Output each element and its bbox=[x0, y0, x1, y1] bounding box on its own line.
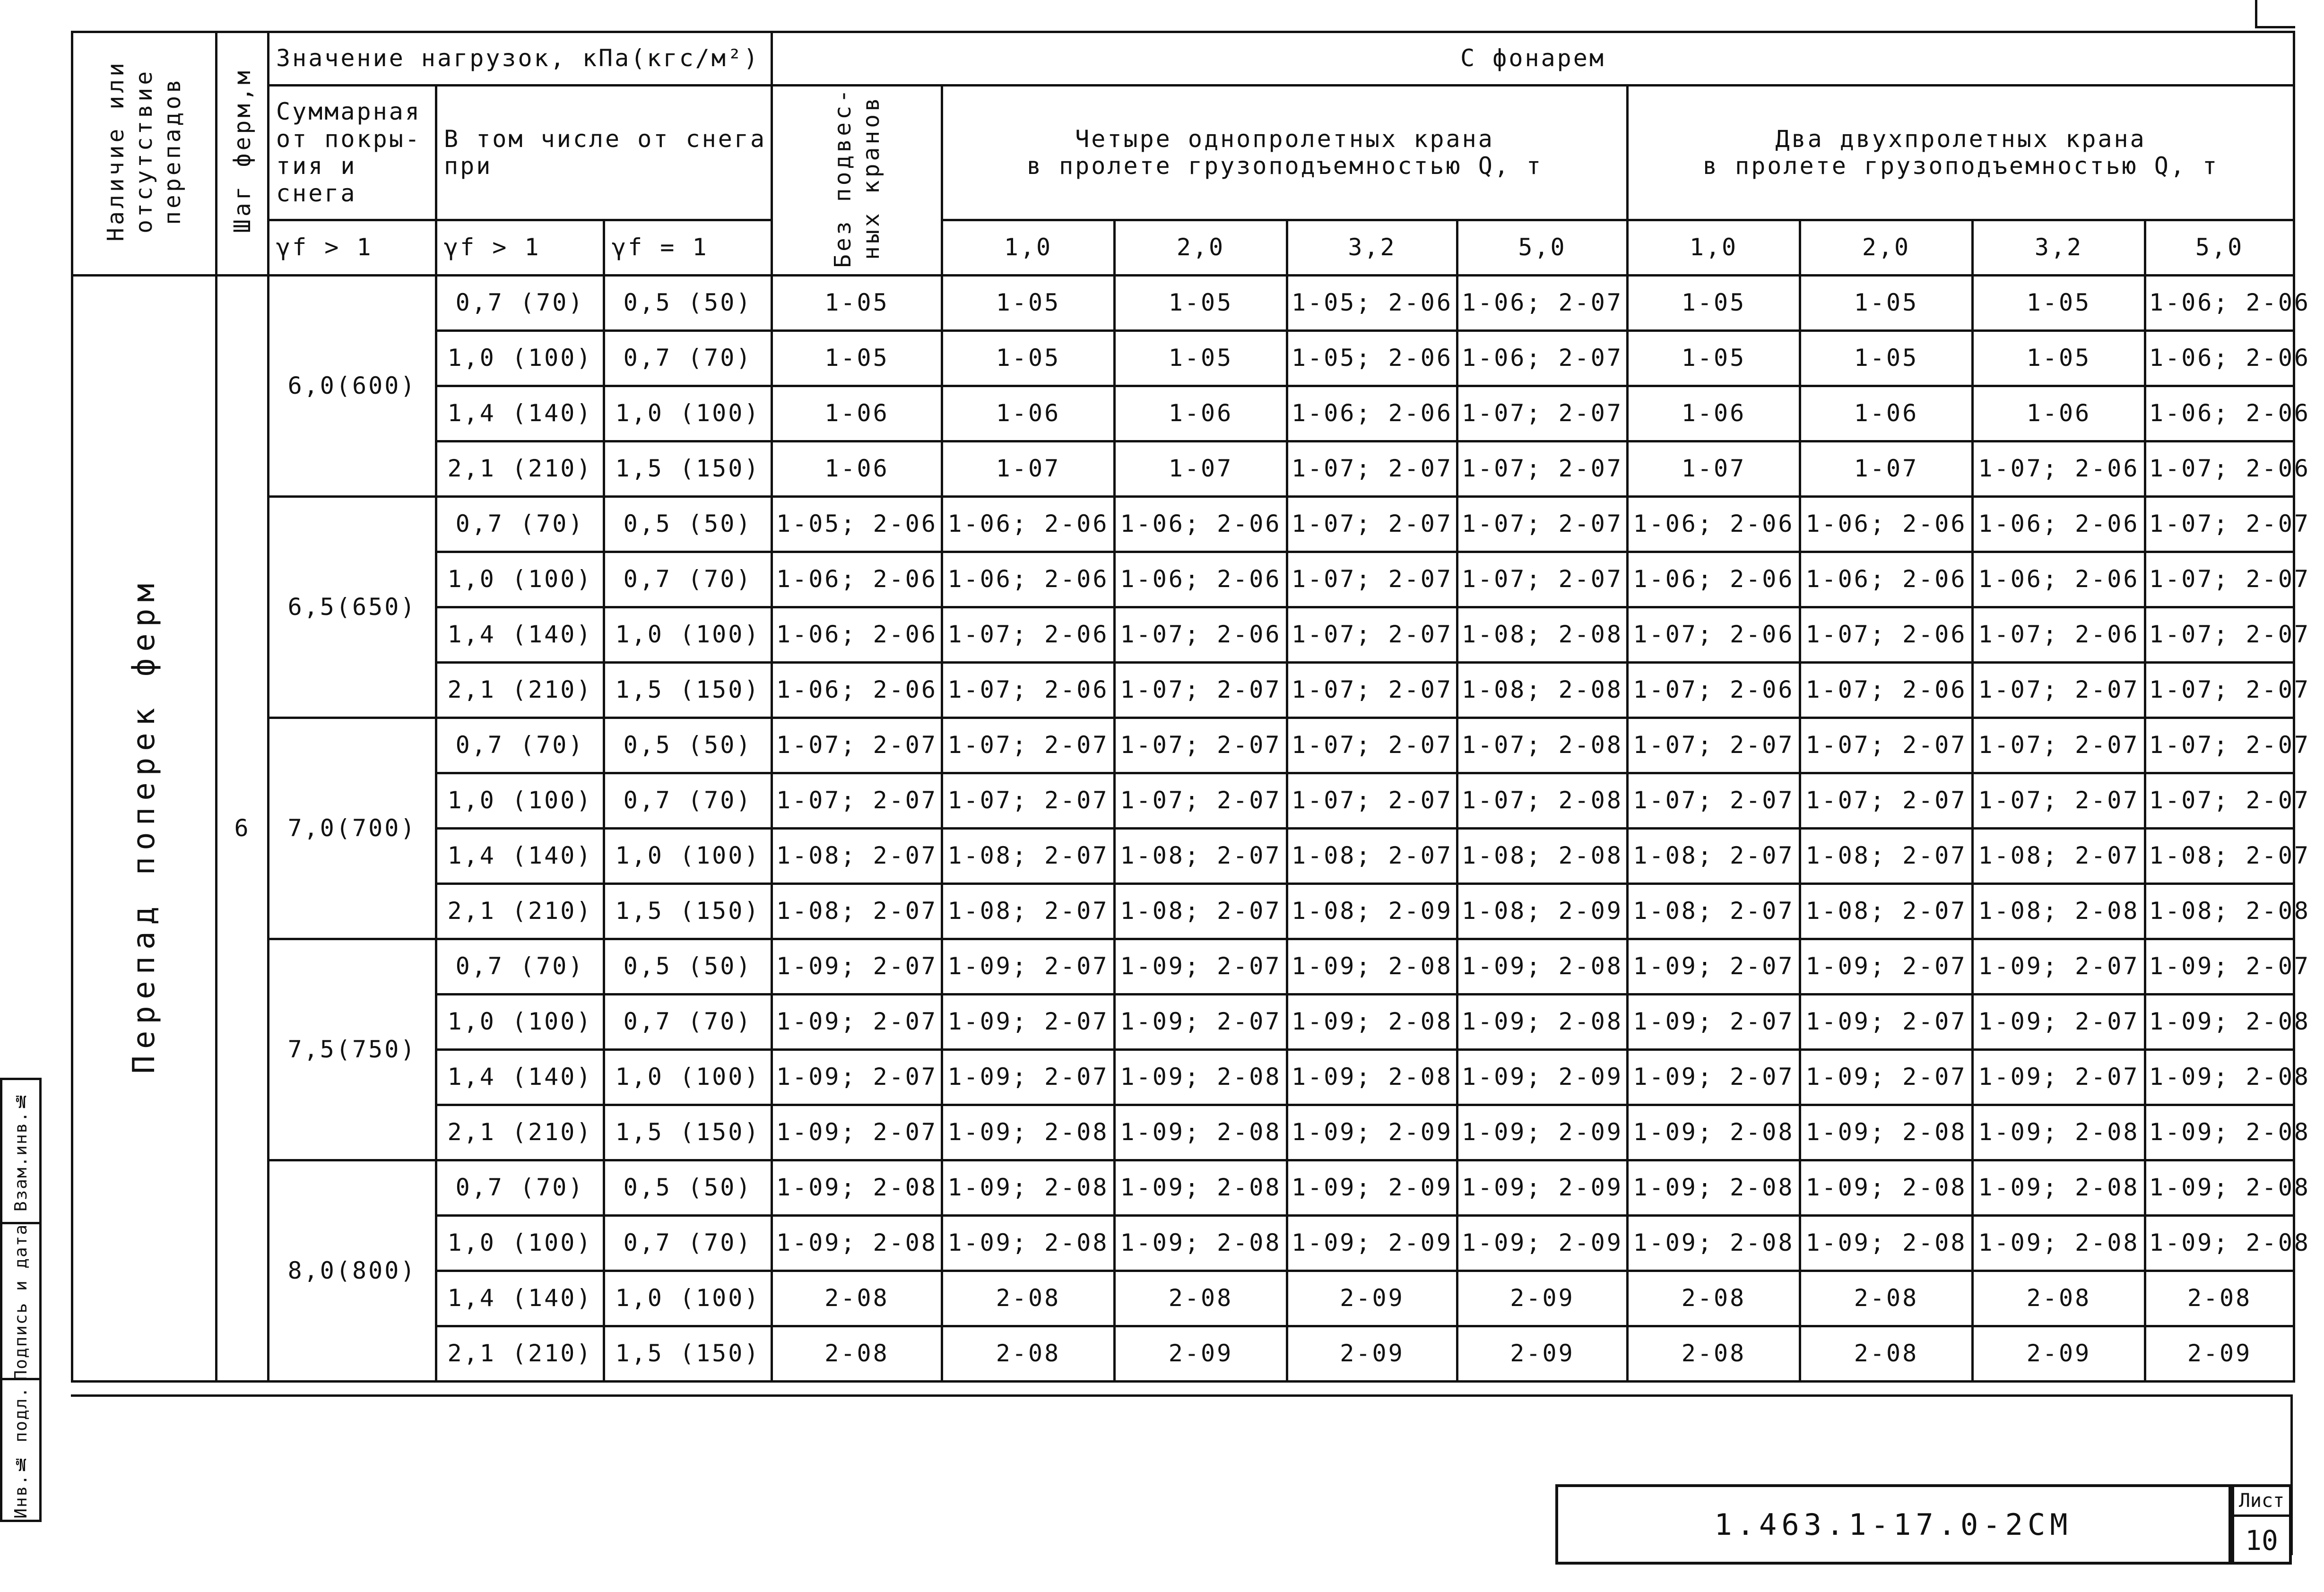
truss-mark-cell: 1-06; 2-06 bbox=[2145, 276, 2294, 331]
truss-mark-cell: 1-09; 2-07 bbox=[1628, 939, 1800, 995]
truss-mark-cell: 1-06; 2-07 bbox=[1457, 276, 1628, 331]
truss-mark-cell: 1-08; 2-07 bbox=[1115, 884, 1287, 939]
snow-gt-cell: 0,7 (70) bbox=[436, 1160, 604, 1216]
truss-mark-cell: 1-08; 2-09 bbox=[1287, 884, 1457, 939]
truss-mark-cell: 1-09; 2-08 bbox=[2145, 1160, 2294, 1216]
truss-mark-cell: 1-09; 2-08 bbox=[1457, 939, 1628, 995]
truss-mark-cell: 1-09; 2-08 bbox=[942, 1216, 1115, 1271]
truss-mark-cell: 1-07; 2-06 bbox=[942, 607, 1115, 663]
truss-mark-cell: 1-09; 2-08 bbox=[1973, 1160, 2145, 1216]
snow-eq-cell: 1,5 (150) bbox=[604, 884, 772, 939]
snow-eq-cell: 0,7 (70) bbox=[604, 331, 772, 386]
truss-mark-cell: 1-09; 2-09 bbox=[1457, 1105, 1628, 1160]
snow-eq-cell: 1,5 (150) bbox=[604, 1105, 772, 1160]
truss-mark-cell: 1-09; 2-08 bbox=[772, 1216, 942, 1271]
snow-gt-cell: 0,7 (70) bbox=[436, 276, 604, 331]
truss-mark-cell: 2-08 bbox=[1973, 1271, 2145, 1326]
total-load-cell: 6,0(600) bbox=[269, 276, 436, 497]
truss-mark-cell: 1-06; 2-06 bbox=[942, 552, 1115, 607]
truss-mark-cell: 1-09; 2-07 bbox=[2145, 939, 2294, 995]
truss-mark-cell: 2-08 bbox=[942, 1326, 1115, 1382]
truss-mark-cell: 1-09; 2-07 bbox=[1973, 1050, 2145, 1105]
truss-mark-cell: 1-07; 2-07 bbox=[1457, 441, 1628, 497]
truss-mark-cell: 1-08; 2-07 bbox=[1287, 829, 1457, 884]
truss-mark-cell: 1-06; 2-06 bbox=[2145, 386, 2294, 441]
snow-eq-cell: 1,5 (150) bbox=[604, 441, 772, 497]
snow-eq-cell: 0,7 (70) bbox=[604, 773, 772, 829]
truss-mark-cell: 1-08; 2-07 bbox=[942, 829, 1115, 884]
truss-mark-cell: 1-07; 2-07 bbox=[942, 773, 1115, 829]
truss-mark-cell: 1-05; 2-06 bbox=[1287, 276, 1457, 331]
side-stamp bbox=[0, 1078, 42, 1522]
truss-mark-cell: 1-09; 2-08 bbox=[1115, 1050, 1287, 1105]
truss-mark-cell: 1-09; 2-08 bbox=[1973, 1105, 2145, 1160]
snow-eq-cell: 0,7 (70) bbox=[604, 552, 772, 607]
truss-mark-cell: 1-05 bbox=[942, 331, 1115, 386]
capacity-header: 3,2 bbox=[1973, 220, 2145, 276]
snow-gt-cell: 0,7 (70) bbox=[436, 718, 604, 773]
truss-mark-cell: 1-06; 2-06 bbox=[1628, 552, 1800, 607]
capacity-header: 5,0 bbox=[1457, 220, 1628, 276]
table-row bbox=[72, 939, 2294, 995]
truss-mark-cell: 2-08 bbox=[1800, 1326, 1973, 1382]
truss-mark-cell: 1-09; 2-07 bbox=[942, 1050, 1115, 1105]
snow-gt-cell: 1,0 (100) bbox=[436, 331, 604, 386]
snow-eq-cell: 0,7 (70) bbox=[604, 995, 772, 1050]
truss-mark-cell: 1-09; 2-09 bbox=[1457, 1160, 1628, 1216]
document-code: 1.463.1-17.0-2СМ bbox=[1555, 1484, 2231, 1565]
snow-gt-cell: 2,1 (210) bbox=[436, 884, 604, 939]
truss-mark-cell: 1-05; 2-06 bbox=[772, 497, 942, 552]
snow-eq-cell: 0,5 (50) bbox=[604, 1160, 772, 1216]
truss-mark-cell: 1-07; 2-06 bbox=[1800, 607, 1973, 663]
snow-gt-cell: 1,4 (140) bbox=[436, 386, 604, 441]
truss-mark-cell: 1-09; 2-08 bbox=[942, 1160, 1115, 1216]
truss-mark-cell: 1-08; 2-07 bbox=[1115, 829, 1287, 884]
truss-mark-cell: 1-09; 2-08 bbox=[772, 1160, 942, 1216]
truss-mark-cell: 1-09; 2-08 bbox=[1287, 1050, 1457, 1105]
snow-gt-cell: 1,0 (100) bbox=[436, 773, 604, 829]
truss-mark-cell: 1-09; 2-09 bbox=[1457, 1050, 1628, 1105]
truss-mark-cell: 1-07; 2-07 bbox=[1287, 441, 1457, 497]
truss-mark-cell: 1-06 bbox=[772, 386, 942, 441]
truss-mark-cell: 1-09; 2-08 bbox=[1115, 1160, 1287, 1216]
truss-mark-cell: 1-08; 2-08 bbox=[2145, 884, 2294, 939]
truss-mark-cell: 1-07; 2-06 bbox=[1973, 607, 2145, 663]
truss-mark-cell: 1-06; 2-06 bbox=[942, 497, 1115, 552]
truss-mark-cell: 2-08 bbox=[1628, 1271, 1800, 1326]
truss-mark-cell: 1-09; 2-08 bbox=[2145, 1105, 2294, 1160]
table-row bbox=[72, 497, 2294, 552]
truss-mark-cell: 1-06; 2-07 bbox=[1457, 331, 1628, 386]
truss-mark-cell: 2-09 bbox=[2145, 1326, 2294, 1382]
truss-mark-cell: 1-09; 2-09 bbox=[1457, 1216, 1628, 1271]
truss-mark-cell: 1-07; 2-07 bbox=[1287, 497, 1457, 552]
truss-mark-cell: 1-08; 2-07 bbox=[772, 829, 942, 884]
truss-mark-cell: 1-05 bbox=[942, 276, 1115, 331]
two-cranes-header bbox=[1628, 86, 2294, 220]
capacity-header: 5,0 bbox=[2145, 220, 2294, 276]
table-row bbox=[72, 718, 2294, 773]
truss-mark-cell: 1-07; 2-07 bbox=[1800, 773, 1973, 829]
truss-mark-cell: 1-07; 2-07 bbox=[1287, 607, 1457, 663]
snow-gt-cell: 1,4 (140) bbox=[436, 607, 604, 663]
snow-gt-cell: 1,4 (140) bbox=[436, 1050, 604, 1105]
row-label: Перепад поперек ферм bbox=[72, 276, 217, 1382]
truss-mark-cell: 1-08; 2-07 bbox=[2145, 829, 2294, 884]
truss-mark-cell: 1-07; 2-07 bbox=[1287, 773, 1457, 829]
truss-mark-cell: 1-07; 2-06 bbox=[1628, 607, 1800, 663]
truss-mark-cell: 1-08; 2-09 bbox=[1457, 884, 1628, 939]
snow-eq-cell: 1,0 (100) bbox=[604, 829, 772, 884]
four-cranes-title: Четыре однопролетных крана bbox=[1075, 125, 1494, 153]
truss-mark-cell: 1-09; 2-08 bbox=[1628, 1105, 1800, 1160]
side-stamp-signature: Подпись и дата bbox=[2, 1222, 39, 1380]
truss-mark-cell: 1-07; 2-07 bbox=[2145, 607, 2294, 663]
truss-mark-cell: 1-09; 2-08 bbox=[1628, 1216, 1800, 1271]
snow-gt-cell: 2,1 (210) bbox=[436, 663, 604, 718]
loads-header: Значение нагрузок, кПа(кгс/м²) bbox=[269, 32, 772, 86]
truss-mark-cell: 1-07 bbox=[1628, 441, 1800, 497]
truss-mark-cell: 1-08; 2-07 bbox=[772, 884, 942, 939]
truss-mark-cell: 1-08; 2-08 bbox=[1973, 884, 2145, 939]
truss-mark-cell: 1-06 bbox=[942, 386, 1115, 441]
truss-mark-cell: 1-07; 2-07 bbox=[1287, 552, 1457, 607]
truss-mark-cell: 1-05 bbox=[1800, 331, 1973, 386]
truss-mark-cell: 1-05 bbox=[1973, 276, 2145, 331]
truss-mark-cell: 1-06; 2-06 bbox=[772, 663, 942, 718]
four-cranes-header bbox=[942, 86, 1628, 220]
snow-gt-cell: 2,1 (210) bbox=[436, 1105, 604, 1160]
truss-mark-cell: 1-09; 2-08 bbox=[1800, 1160, 1973, 1216]
truss-mark-cell: 1-06; 2-06 bbox=[1973, 552, 2145, 607]
snow-gt-cell: 0,7 (70) bbox=[436, 497, 604, 552]
truss-mark-cell: 1-05 bbox=[1115, 276, 1287, 331]
truss-mark-cell: 1-07; 2-07 bbox=[1287, 663, 1457, 718]
snow-gt-cell: 1,0 (100) bbox=[436, 552, 604, 607]
truss-mark-cell: 1-09; 2-08 bbox=[1800, 1105, 1973, 1160]
truss-mark-cell: 1-09; 2-08 bbox=[942, 1105, 1115, 1160]
snow-gt-cell: 1,4 (140) bbox=[436, 1271, 604, 1326]
sheet-number: 10 bbox=[2245, 1524, 2278, 1557]
truss-mark-cell: 2-08 bbox=[2145, 1271, 2294, 1326]
truss-mark-cell: 1-07; 2-06 bbox=[942, 663, 1115, 718]
truss-mark-cell: 1-09; 2-07 bbox=[1973, 995, 2145, 1050]
truss-mark-cell: 1-09; 2-08 bbox=[2145, 995, 2294, 1050]
truss-mark-cell: 1-07; 2-06 bbox=[1628, 663, 1800, 718]
truss-mark-cell: 2-09 bbox=[1457, 1326, 1628, 1382]
truss-mark-cell: 1-09; 2-07 bbox=[1800, 939, 1973, 995]
two-cranes-title: Два двухпролетных крана bbox=[1775, 125, 2146, 153]
corner-mark bbox=[2255, 0, 2295, 28]
truss-mark-cell: 1-09; 2-07 bbox=[1800, 995, 1973, 1050]
truss-mark-cell: 1-09; 2-07 bbox=[1115, 939, 1287, 995]
truss-mark-cell: 1-07; 2-06 bbox=[1800, 663, 1973, 718]
truss-mark-cell: 1-09; 2-07 bbox=[1628, 995, 1800, 1050]
truss-mark-cell: 1-08; 2-08 bbox=[1457, 607, 1628, 663]
truss-mark-cell: 1-07; 2-07 bbox=[1973, 718, 2145, 773]
snow-eq-cell: 0,5 (50) bbox=[604, 718, 772, 773]
truss-mark-cell: 1-09; 2-09 bbox=[1287, 1105, 1457, 1160]
truss-mark-cell: 1-09; 2-08 bbox=[1628, 1160, 1800, 1216]
snow-eq-cell: 1,5 (150) bbox=[604, 663, 772, 718]
truss-mark-cell: 1-08; 2-07 bbox=[1973, 829, 2145, 884]
snow-eq-cell: 1,0 (100) bbox=[604, 386, 772, 441]
snow-gt-cell: 2,1 (210) bbox=[436, 441, 604, 497]
truss-mark-cell: 1-05 bbox=[1628, 331, 1800, 386]
truss-mark-cell: 1-07; 2-07 bbox=[2145, 497, 2294, 552]
truss-mark-cell: 1-09; 2-08 bbox=[1457, 995, 1628, 1050]
step-header: Шаг ферм,м bbox=[217, 32, 269, 276]
truss-mark-cell: 1-09; 2-07 bbox=[942, 939, 1115, 995]
sheet-label: Лист bbox=[2234, 1487, 2289, 1517]
truss-mark-cell: 1-07; 2-07 bbox=[772, 718, 942, 773]
truss-mark-cell: 1-07; 2-06 bbox=[1973, 441, 2145, 497]
truss-mark-cell: 1-07; 2-07 bbox=[2145, 663, 2294, 718]
capacity-header: 3,2 bbox=[1287, 220, 1457, 276]
truss-mark-cell: 2-08 bbox=[942, 1271, 1115, 1326]
presence-header: Наличие или отсутствие перепадов bbox=[72, 32, 217, 276]
truss-mark-cell: 1-06; 2-06 bbox=[1287, 386, 1457, 441]
capacity-header: 1,0 bbox=[942, 220, 1115, 276]
truss-mark-cell: 1-07 bbox=[1115, 441, 1287, 497]
truss-mark-cell: 1-08; 2-07 bbox=[1628, 884, 1800, 939]
truss-mark-cell: 1-05 bbox=[772, 276, 942, 331]
truss-mark-cell: 1-09; 2-07 bbox=[1800, 1050, 1973, 1105]
snow-eq-cell: 0,5 (50) bbox=[604, 939, 772, 995]
truss-mark-cell: 1-07; 2-07 bbox=[2145, 552, 2294, 607]
truss-mark-cell: 1-07; 2-06 bbox=[2145, 441, 2294, 497]
snow-eq-cell: 0,5 (50) bbox=[604, 276, 772, 331]
truss-mark-cell: 2-08 bbox=[772, 1271, 942, 1326]
snow-eq-cell: 1,0 (100) bbox=[604, 1271, 772, 1326]
gamma-total-header: γf > 1 bbox=[269, 220, 436, 276]
truss-mark-cell: 1-09; 2-07 bbox=[1115, 995, 1287, 1050]
truss-mark-cell: 1-06; 2-06 bbox=[772, 607, 942, 663]
side-stamp-inventory: Инв.№ подл. bbox=[2, 1378, 39, 1524]
truss-mark-cell: 1-09; 2-07 bbox=[1628, 1050, 1800, 1105]
truss-mark-cell: 1-06; 2-06 bbox=[772, 552, 942, 607]
snow-eq-cell: 0,7 (70) bbox=[604, 1216, 772, 1271]
truss-mark-cell: 1-09; 2-07 bbox=[772, 995, 942, 1050]
truss-mark-cell: 1-09; 2-08 bbox=[1115, 1105, 1287, 1160]
truss-mark-cell: 1-09; 2-07 bbox=[942, 995, 1115, 1050]
no-cranes-header: Без подвес- ных кранов bbox=[772, 86, 942, 276]
snow-gt-cell: 2,1 (210) bbox=[436, 1326, 604, 1382]
snow-eq-cell: 1,0 (100) bbox=[604, 1050, 772, 1105]
truss-mark-cell: 1-05 bbox=[1115, 331, 1287, 386]
truss-mark-cell: 1-07; 2-07 bbox=[2145, 773, 2294, 829]
truss-mark-cell: 1-08; 2-07 bbox=[942, 884, 1115, 939]
lantern-header: С фонарем bbox=[772, 32, 2294, 86]
four-cranes-subtitle: в пролете грузоподъемностью Q, т bbox=[1026, 152, 1543, 180]
truss-mark-cell: 1-06 bbox=[1628, 386, 1800, 441]
truss-mark-cell: 2-08 bbox=[772, 1326, 942, 1382]
capacity-header: 2,0 bbox=[1800, 220, 1973, 276]
truss-mark-cell: 1-09; 2-08 bbox=[2145, 1216, 2294, 1271]
truss-mark-cell: 2-09 bbox=[1287, 1271, 1457, 1326]
truss-mark-cell: 1-09; 2-09 bbox=[1287, 1160, 1457, 1216]
truss-mark-cell: 1-07; 2-07 bbox=[1800, 718, 1973, 773]
truss-mark-cell: 2-09 bbox=[1115, 1326, 1287, 1382]
truss-mark-cell: 1-06 bbox=[772, 441, 942, 497]
truss-mark-cell: 1-06; 2-06 bbox=[1115, 552, 1287, 607]
truss-mark-cell: 1-09; 2-07 bbox=[772, 1105, 942, 1160]
truss-mark-cell: 1-07; 2-07 bbox=[1115, 663, 1287, 718]
truss-mark-cell: 1-07; 2-07 bbox=[2145, 718, 2294, 773]
truss-mark-cell: 1-07; 2-08 bbox=[1457, 773, 1628, 829]
truss-mark-cell: 1-09; 2-08 bbox=[1115, 1216, 1287, 1271]
snow-eq-cell: 1,5 (150) bbox=[604, 1326, 772, 1382]
truss-mark-cell: 1-09; 2-07 bbox=[1973, 939, 2145, 995]
capacity-header: 1,0 bbox=[1628, 220, 1800, 276]
snow-eq-cell: 0,5 (50) bbox=[604, 497, 772, 552]
truss-mark-cell: 1-06 bbox=[1973, 386, 2145, 441]
truss-mark-cell: 1-07; 2-07 bbox=[1457, 386, 1628, 441]
truss-mark-cell: 1-09; 2-09 bbox=[1287, 1216, 1457, 1271]
truss-mark-cell: 2-09 bbox=[1457, 1271, 1628, 1326]
truss-mark-cell: 2-08 bbox=[1800, 1271, 1973, 1326]
truss-mark-cell: 1-07; 2-06 bbox=[1115, 607, 1287, 663]
gamma-snow-eq-header: γf = 1 bbox=[604, 220, 772, 276]
truss-mark-cell: 1-07; 2-07 bbox=[1628, 718, 1800, 773]
truss-mark-cell: 1-07; 2-07 bbox=[1457, 552, 1628, 607]
side-stamp-replacement: Взам.инв.№ bbox=[11, 1090, 31, 1212]
truss-mark-cell: 1-07; 2-07 bbox=[942, 718, 1115, 773]
table-row bbox=[72, 1160, 2294, 1216]
truss-mark-cell: 1-08; 2-08 bbox=[1457, 663, 1628, 718]
truss-mark-cell: 1-06 bbox=[1800, 386, 1973, 441]
truss-mark-cell: 1-07; 2-08 bbox=[1457, 718, 1628, 773]
truss-mark-cell: 1-07; 2-07 bbox=[1287, 718, 1457, 773]
truss-mark-cell: 1-06; 2-06 bbox=[1973, 497, 2145, 552]
truss-mark-cell: 1-08; 2-07 bbox=[1800, 884, 1973, 939]
truss-mark-cell: 2-08 bbox=[1115, 1271, 1287, 1326]
snow-gt-cell: 1,0 (100) bbox=[436, 995, 604, 1050]
snow-eq-cell: 1,0 (100) bbox=[604, 607, 772, 663]
truss-mark-cell: 1-09; 2-08 bbox=[1287, 939, 1457, 995]
total-load-cell: 8,0(800) bbox=[269, 1160, 436, 1382]
truss-mark-cell: 2-08 bbox=[1628, 1326, 1800, 1382]
truss-mark-cell: 1-07; 2-07 bbox=[1628, 773, 1800, 829]
truss-mark-cell: 1-07 bbox=[942, 441, 1115, 497]
truss-mark-cell: 1-06; 2-06 bbox=[1115, 497, 1287, 552]
truss-mark-cell: 1-09; 2-08 bbox=[1973, 1216, 2145, 1271]
truss-mark-cell: 1-05 bbox=[1973, 331, 2145, 386]
gamma-snow-gt-header: γf > 1 bbox=[436, 220, 604, 276]
truss-mark-cell: 1-06; 2-06 bbox=[1800, 552, 1973, 607]
two-cranes-subtitle: в пролете грузоподъемностью Q, т bbox=[1702, 152, 2219, 180]
truss-mark-cell: 1-08; 2-07 bbox=[1628, 829, 1800, 884]
loads-table bbox=[71, 31, 2311, 1383]
frame-bottom-line bbox=[71, 1394, 2293, 1397]
total-load-cell: 6,5(650) bbox=[269, 497, 436, 718]
truss-mark-cell: 1-05 bbox=[772, 331, 942, 386]
truss-mark-cell: 1-09; 2-07 bbox=[772, 939, 942, 995]
truss-mark-cell: 1-05; 2-06 bbox=[1287, 331, 1457, 386]
truss-mark-cell: 1-07; 2-07 bbox=[1973, 773, 2145, 829]
snow-gt-cell: 1,0 (100) bbox=[436, 1216, 604, 1271]
snow-gt-cell: 1,4 (140) bbox=[436, 829, 604, 884]
truss-mark-cell: 1-07; 2-07 bbox=[1973, 663, 2145, 718]
truss-mark-cell: 1-07; 2-07 bbox=[772, 773, 942, 829]
truss-mark-cell: 1-08; 2-07 bbox=[1800, 829, 1973, 884]
truss-mark-cell: 1-05 bbox=[1800, 276, 1973, 331]
truss-mark-cell: 1-07; 2-07 bbox=[1115, 773, 1287, 829]
truss-mark-cell: 2-09 bbox=[1287, 1326, 1457, 1382]
step-value: 6 bbox=[217, 276, 269, 1382]
sheet-number-box bbox=[2231, 1484, 2292, 1565]
truss-mark-cell: 1-06; 2-06 bbox=[1800, 497, 1973, 552]
truss-mark-cell: 1-06; 2-06 bbox=[1628, 497, 1800, 552]
truss-mark-cell: 1-06; 2-06 bbox=[2145, 331, 2294, 386]
truss-mark-cell: 1-07 bbox=[1800, 441, 1973, 497]
snow-load-header: В том числе от снега при bbox=[436, 86, 772, 220]
truss-mark-cell: 1-06 bbox=[1115, 386, 1287, 441]
truss-mark-cell: 1-09; 2-08 bbox=[2145, 1050, 2294, 1105]
truss-mark-cell: 1-09; 2-08 bbox=[1800, 1216, 1973, 1271]
truss-mark-cell: 1-08; 2-08 bbox=[1457, 829, 1628, 884]
capacity-header: 2,0 bbox=[1115, 220, 1287, 276]
total-load-cell: 7,5(750) bbox=[269, 939, 436, 1160]
truss-mark-cell: 2-09 bbox=[1973, 1326, 2145, 1382]
truss-mark-cell: 1-09; 2-08 bbox=[1287, 995, 1457, 1050]
table-row bbox=[72, 276, 2294, 331]
truss-mark-cell: 1-07; 2-07 bbox=[1457, 497, 1628, 552]
truss-mark-cell: 1-05 bbox=[1628, 276, 1800, 331]
total-load-cell: 7,0(700) bbox=[269, 718, 436, 939]
total-load-header: Суммарная от покры- тия и снега bbox=[269, 86, 436, 220]
truss-mark-cell: 1-09; 2-07 bbox=[772, 1050, 942, 1105]
truss-mark-cell: 1-07; 2-07 bbox=[1115, 718, 1287, 773]
snow-gt-cell: 0,7 (70) bbox=[436, 939, 604, 995]
